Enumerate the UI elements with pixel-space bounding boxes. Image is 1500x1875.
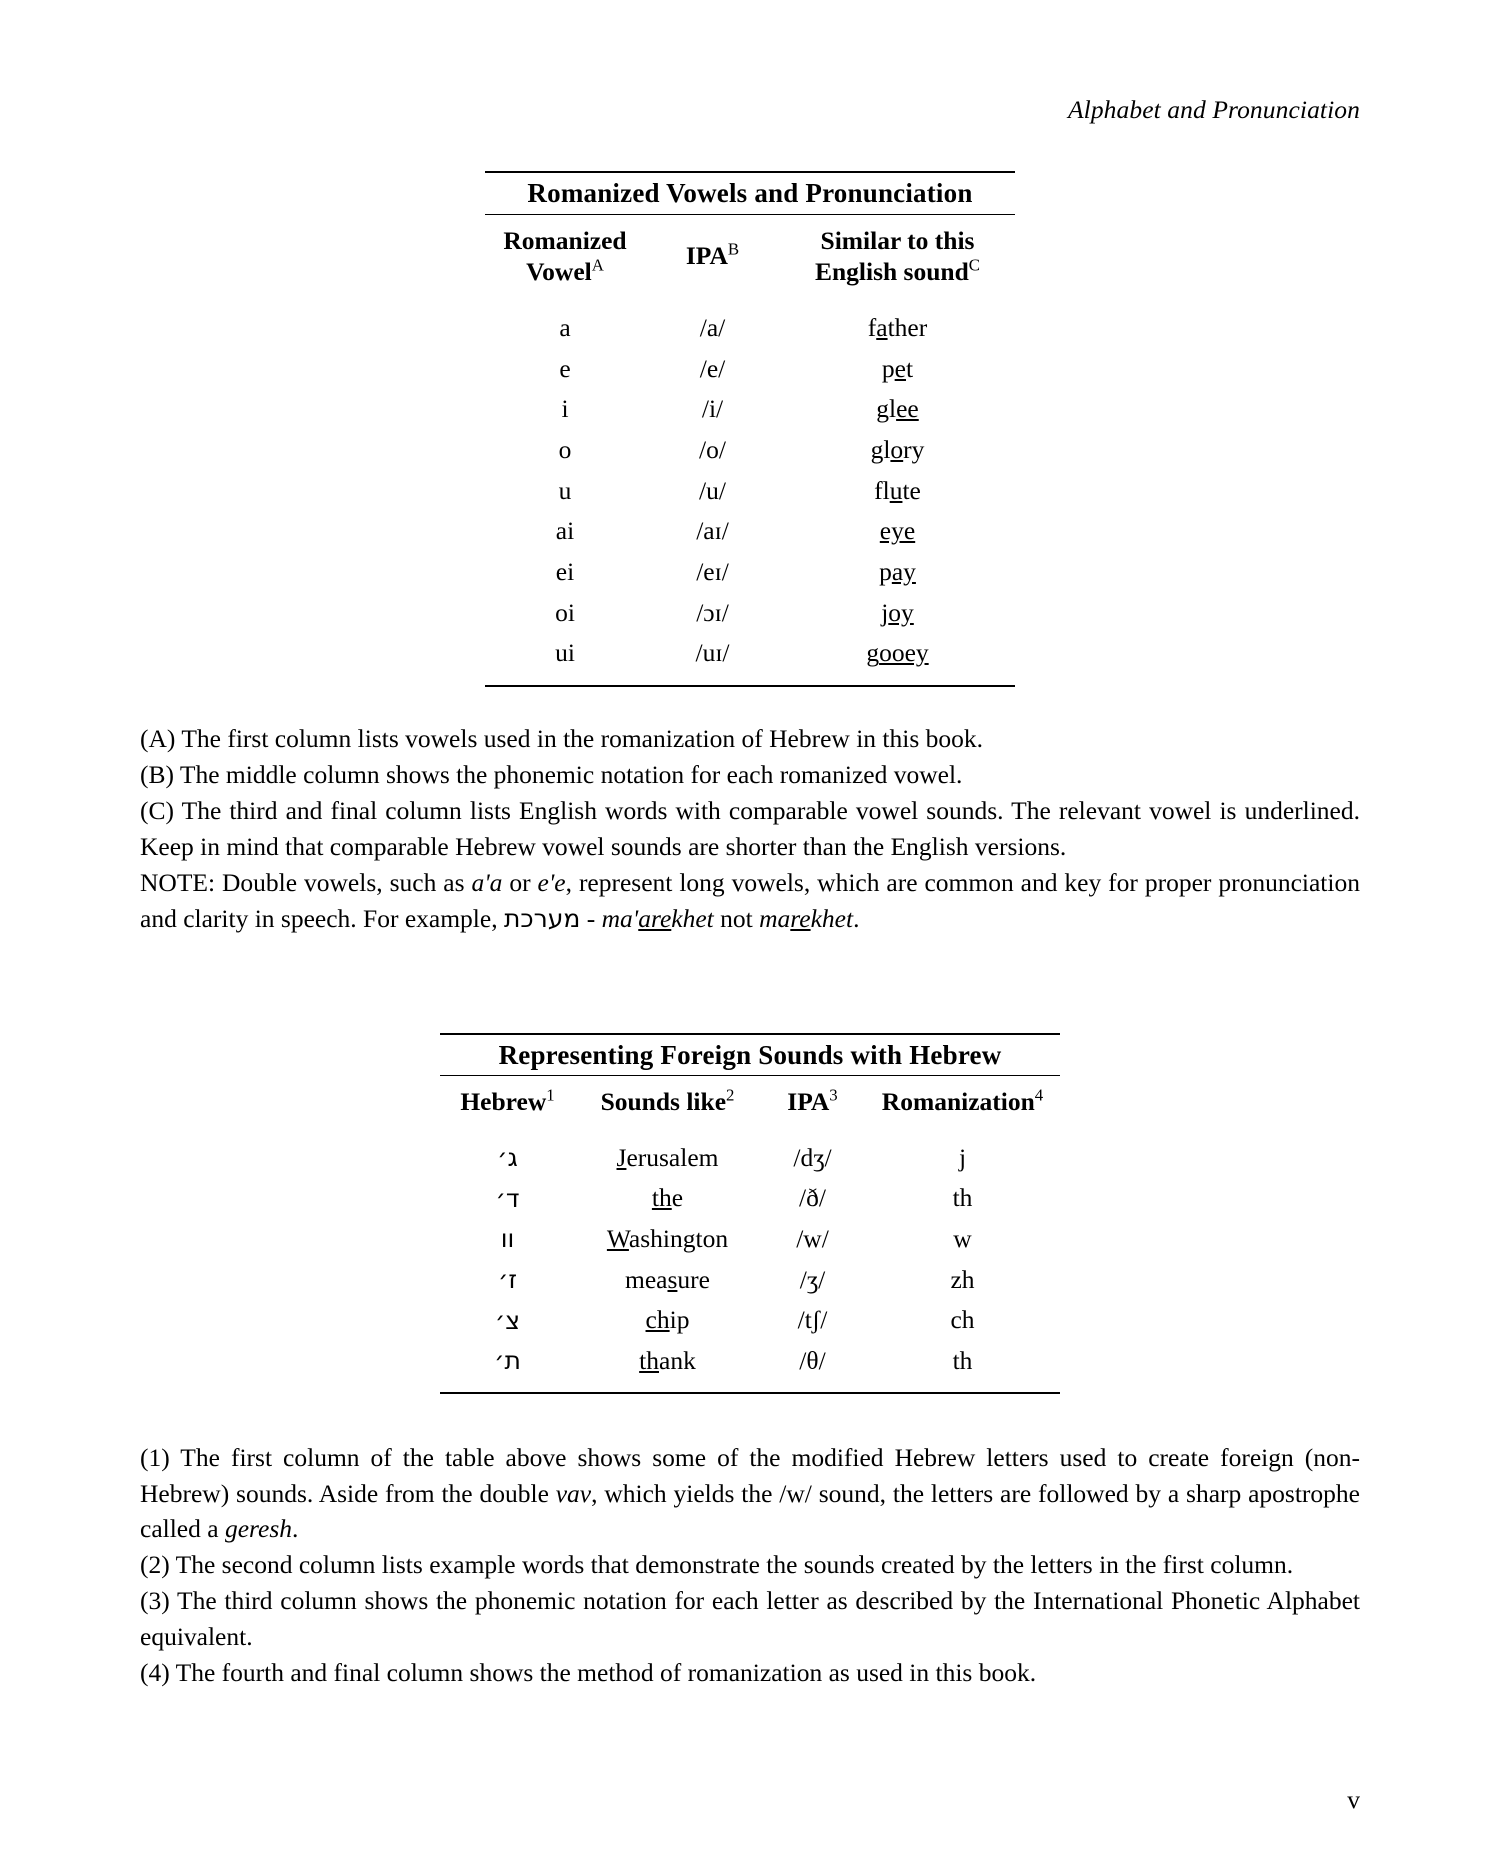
cell-english-example (780, 471, 1015, 512)
cell-sounds-like (575, 1128, 760, 1179)
table-row (485, 389, 1015, 430)
table-row (485, 430, 1015, 471)
cell-romanized-vowel: oi (555, 597, 575, 627)
table-row (440, 1300, 1060, 1341)
cell-romanized-vowel: a (559, 312, 571, 342)
table-row (485, 633, 1015, 686)
note-c: (C) The third and final column lists English words with comparable vowel sounds. The relevant vowel is underlined. Keep in mind that comparable Hebrew vowel sounds are shorter than the English versions. (140, 795, 1360, 861)
example-underlined-vowel: oy (888, 597, 914, 627)
rom-part: khet (810, 903, 854, 933)
example-prefix: j (881, 597, 889, 627)
note-text: . (853, 903, 860, 933)
table-row (485, 297, 1015, 349)
table-row (485, 552, 1015, 593)
example-underlined-vowel: a (876, 312, 888, 342)
note-b: (B) The middle column shows the phonemic notation for each romanized vowel. (140, 759, 963, 789)
example-underlined-vowel: o (890, 434, 904, 464)
example-prefix: gl (876, 394, 897, 424)
table-title-row (485, 172, 1015, 214)
cell-romanized-vowel: e (559, 353, 571, 383)
note-4: (4) The fourth and final column shows the method of romanization as used in this book. (140, 1658, 1037, 1688)
italic-vav: vav (555, 1478, 592, 1508)
note-text: NOTE: Double vowels, such as (140, 867, 472, 897)
example-underlined-sound: J (616, 1142, 627, 1172)
hebrew-word-maarekhet: מערכת (503, 903, 581, 933)
cell-sounds-like (575, 1219, 760, 1260)
cell-romanized-vowel: i (561, 394, 569, 424)
footnote-marker: 1 (546, 1085, 555, 1105)
example-underlined-sound: s (667, 1264, 678, 1294)
cell-english-example (780, 297, 1015, 349)
cell-ipa: /e/ (699, 353, 726, 383)
note-text: , represent long vowels, which are common and key for proper pronunciation and clarity in speech. For example, (140, 867, 1360, 933)
page-number: v (1347, 1785, 1360, 1814)
footnote-marker: 4 (1034, 1085, 1044, 1105)
column-header-label: Romanized Vowel (503, 225, 627, 286)
column-header-label: IPA (787, 1087, 830, 1117)
example-suffix: te (902, 475, 921, 505)
column-header-label: Hebrew (460, 1087, 547, 1117)
table-vowels-container (140, 171, 1360, 687)
cell-ipa: /w/ (796, 1223, 829, 1253)
column-header-sounds-like (575, 1076, 760, 1128)
example-suffix: ther (887, 312, 928, 342)
notes-foreign (140, 1440, 1360, 1692)
table-romanized-vowels (485, 171, 1015, 687)
note-a: (A) The first column lists vowels used in the romanization of Hebrew in this book. (140, 723, 984, 753)
note-text: (1) The first column of the table above shows some of the modified Hebrew letters used to create foreign (non-Hebrew) sounds. Aside from the double (140, 1442, 1360, 1508)
cell-ipa: /ʒ/ (799, 1264, 826, 1294)
example-suffix: erusalem (626, 1142, 719, 1172)
note-text: not (713, 903, 760, 933)
cell-ipa: /dʒ/ (793, 1142, 832, 1172)
cell-english-example (780, 593, 1015, 634)
rom-underlined: re (790, 903, 811, 933)
table-row (485, 593, 1015, 634)
cell-ipa: /u/ (699, 475, 726, 505)
note-2: (2) The second column lists example words that demonstrate the sounds created by the letters in the first column. (140, 1550, 1294, 1580)
table-title: Representing Foreign Sounds with Hebrew (440, 1034, 1060, 1076)
cell-romanization: ch (950, 1305, 975, 1335)
note-1 (140, 1440, 1360, 1548)
table-foreign-sounds (440, 1033, 1060, 1394)
example-underlined-vowel: ee (896, 394, 919, 424)
table-row (440, 1341, 1060, 1393)
cell-ipa: /o/ (699, 434, 726, 464)
note-double-vowels (140, 865, 1360, 937)
cell-hebrew-letter: וו (500, 1224, 515, 1254)
example-underlined-sound: ch (645, 1305, 670, 1335)
column-header-label: Similar to this English sound (814, 225, 975, 286)
note-text: or (502, 867, 538, 897)
example-underlined-vowel: ay (891, 556, 916, 586)
table-row (440, 1260, 1060, 1301)
example-prefix: gl (870, 434, 891, 464)
cell-hebrew-letter: ז׳ (497, 1264, 518, 1294)
cell-hebrew-letter: צ׳ (494, 1305, 521, 1335)
rom-underlined: are (638, 903, 672, 933)
notes-vowels (140, 721, 1360, 937)
example-underlined-vowel: u (889, 475, 903, 505)
rom-part: ma' (601, 903, 639, 933)
cell-english-example (780, 389, 1015, 430)
cell-romanization: zh (950, 1264, 975, 1294)
example-underlined-sound: th (639, 1345, 659, 1375)
example-prefix: fl (874, 475, 890, 505)
note-text: - (580, 903, 602, 933)
example-prefix: mea (625, 1264, 668, 1294)
footnote-marker: B (727, 239, 740, 259)
example-suffix: t (905, 353, 914, 383)
cell-english-example (780, 552, 1015, 593)
example-underlined-vowel: e (894, 353, 906, 383)
cell-ipa: /uɪ/ (645, 633, 780, 686)
example-prefix: g (866, 638, 880, 668)
footnote-marker: A (591, 255, 604, 275)
column-header-romanization (865, 1076, 1060, 1128)
example-suffix: e (671, 1183, 684, 1213)
cell-romanized-vowel: ei (555, 556, 575, 586)
cell-ipa: /a/ (699, 312, 726, 342)
table-row (485, 471, 1015, 512)
cell-sounds-like (575, 1341, 760, 1393)
example-prefix: f (867, 312, 877, 342)
cell-sounds-like (575, 1260, 760, 1301)
note-3: (3) The third column shows the phonemic notation for each letter as described by the International Phonetic Alphabet equivalent. (140, 1586, 1360, 1652)
example-prefix: p (879, 556, 892, 586)
column-header-english-sound (780, 214, 1015, 297)
column-header-romanized-vowel (485, 214, 645, 297)
example-prefix: p (881, 353, 895, 383)
rom-part: khet (671, 903, 714, 933)
cell-english-example (780, 511, 1015, 552)
cell-hebrew-letter: ד׳ (495, 1183, 520, 1213)
table-foreign-container (140, 1033, 1360, 1394)
column-header-hebrew (440, 1076, 575, 1128)
rom-part: ma (759, 903, 791, 933)
table-row (440, 1128, 1060, 1179)
example-underlined-vowel: ooey (879, 638, 929, 668)
footnote-marker: 3 (829, 1085, 838, 1105)
example-suffix: ank (659, 1345, 696, 1375)
romanization-maarekhet (602, 904, 714, 933)
running-header: Alphabet and Pronunciation (1067, 95, 1360, 124)
italic-geresh: geresh (224, 1514, 292, 1544)
cell-romanization: th (952, 1183, 973, 1213)
cell-english-example (780, 430, 1015, 471)
cell-sounds-like (575, 1300, 760, 1341)
table-title-row (440, 1034, 1060, 1076)
column-header-label: IPA (685, 241, 728, 271)
note-text: , which yields the /w/ sound, the letters are followed by a sharp apostrophe called a (140, 1478, 1360, 1544)
column-header-label: Sounds like (600, 1087, 727, 1117)
cell-romanized-vowel: ai (555, 516, 575, 546)
table-row (485, 511, 1015, 552)
example-suffix: ure (677, 1264, 710, 1294)
table-row (485, 349, 1015, 390)
cell-romanized-vowel: u (558, 475, 572, 505)
table-row (440, 1219, 1060, 1260)
cell-ipa: /i/ (701, 394, 724, 424)
cell-romanization: w (953, 1223, 972, 1253)
cell-romanized-vowel: ui (485, 633, 645, 686)
column-header-label: Romanization (881, 1087, 1035, 1117)
cell-romanization: th (865, 1341, 1060, 1393)
table-header-row (485, 214, 1015, 297)
table-header-row (440, 1076, 1060, 1128)
note-text: . (292, 1514, 299, 1544)
example-suffix: ip (669, 1305, 690, 1335)
footnote-marker: 2 (726, 1085, 735, 1105)
example-aa: a'a (471, 867, 503, 897)
example-underlined-sound: th (651, 1183, 672, 1213)
cell-ipa: /ð/ (799, 1183, 826, 1213)
cell-english-example (780, 633, 1015, 686)
example-suffix: ry (903, 434, 925, 464)
cell-ipa: /θ/ (760, 1341, 865, 1393)
cell-hebrew-letter: ת׳ (440, 1341, 575, 1393)
column-header-ipa (645, 214, 780, 297)
cell-ipa: /ɔɪ/ (696, 597, 729, 627)
cell-english-example (780, 349, 1015, 390)
example-suffix: ashington (628, 1223, 729, 1253)
example-ee: e'e (537, 867, 566, 897)
cell-romanized-vowel: o (558, 434, 572, 464)
table-row (440, 1178, 1060, 1219)
romanization-marekhet (759, 904, 853, 933)
cell-sounds-like (575, 1178, 760, 1219)
cell-ipa: /aɪ/ (696, 516, 729, 546)
example-underlined-vowel: eye (879, 516, 916, 546)
table-title: Romanized Vowels and Pronunciation (485, 172, 1015, 214)
column-header-ipa (760, 1076, 865, 1128)
cell-romanization: j (958, 1142, 967, 1172)
example-underlined-sound: W (606, 1223, 629, 1253)
cell-ipa: /eɪ/ (696, 556, 729, 586)
cell-hebrew-letter: ג׳ (497, 1142, 518, 1172)
footnote-marker: C (968, 255, 981, 275)
cell-ipa: /tʃ/ (797, 1305, 828, 1335)
